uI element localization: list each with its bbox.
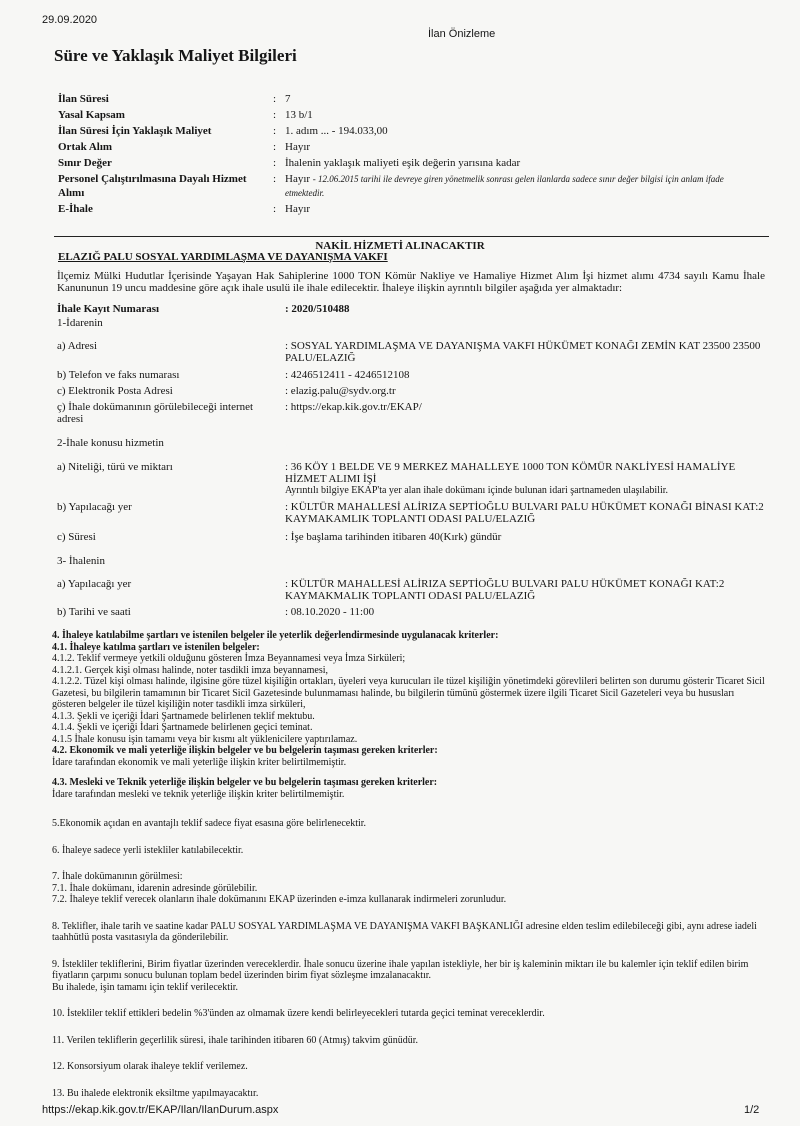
divider xyxy=(54,236,769,237)
summary-value: İhalenin yaklaşık maliyeti eşik değerin yarısına kadar xyxy=(285,157,521,169)
section-4-1-4: 4.1.4. Şekli ve içeriği İdari Şartnamede belirlenen geçici teminat. xyxy=(52,722,313,733)
footer-page: 1/2 xyxy=(744,1104,760,1116)
summary-value: 1. adım ... - 194.033,00 xyxy=(285,125,388,137)
summary-label: Yasal Kapsam xyxy=(58,109,125,121)
print-date: 29.09.2020 xyxy=(42,14,98,26)
notice-title: NAKİL HİZMETİ ALINACAKTIR xyxy=(315,240,485,252)
summary-value: 7 xyxy=(285,93,291,105)
summary-label: Ortak Alım xyxy=(58,141,113,153)
section-12: 12. Konsorsiyum olarak ihaleye teklif verilemez. xyxy=(52,1061,248,1072)
section-4-3-text: İdare tarafından mesleki ve teknik yeterliğe ilişkin kriter belirtilmemiştir. xyxy=(52,788,345,800)
summary-label: İlan Süresi xyxy=(58,93,109,105)
summary-note: - 12.06.2015 tarihi ile devreye giren yönetmelik sonrası gelen ilanlarda sadece sınır değer bilgisi için anlam ifade etmektedir. xyxy=(285,174,724,198)
summary-row: İlan Süresi : 7 xyxy=(58,92,758,106)
summary-row: E-İhale : Hayır xyxy=(58,202,758,216)
section-4-1-5: 4.1.5 İhale konusu işin tamamı veya bir kısmı alt yüklenicilere yaptırılamaz. xyxy=(52,733,358,745)
section-4-2: 4.2. Ekonomik ve mali yeterliğe ilişkin belgeler ve bu belgelerin taşıması gereken kriterler: xyxy=(52,745,438,756)
section-8: 8. Teklifler, ihale tarih ve saatine kadar PALU SOSYAL YARDIMLAŞMA VE DAYANIŞMA VAKFI BAŞKANLIĞI adresine elden teslim edilebileceği gibi, aynı adrese iadeli taahhütlü posta vasıtasıyla da gönderilebilir. xyxy=(52,920,757,943)
section-11: 11. Verilen tekliflerin geçerlilik süresi, ihale tarihinden itibaren 60 (Atmış) takvim günüdür. xyxy=(52,1034,419,1046)
section-4-1-2-2: 4.1.2.2. Tüzel kişi olması halinde, ilgisine göre tüzel kişiliğin ortakları, üyeleri veya kurucuları ile tüzel kişiliğin yönetimdeki görevlileri belirten son durumu gösterir Ticaret Sicil Gazetesi, bu bilgilerin tamamının bir Ticaret Sicil Gazetesinde bulunmaması halinde, bu bilgilerin tümünü göstermek üzere ilgili Ticaret Sicil Gazeteleri veya bu hususları gösteren belgeler ile tüzel kişiliğin noter tasdikli imza sirküleri, xyxy=(52,676,765,710)
section-4-1-3: 4.1.3. Şekli ve içeriği İdari Şartnamede belirlenen teklif mektubu. xyxy=(52,710,315,722)
summary-row: Ortak Alım : Hayır xyxy=(58,140,758,154)
summary-row: Yasal Kapsam : 13 b/1 xyxy=(58,108,758,122)
section-4-3: 4.3. Mesleki ve Teknik yeterliğe ilişkin belgeler ve bu belgelerin taşıması gereken kriterler: xyxy=(52,777,438,788)
section-4-1-2-1: 4.1.2.1. Gerçek kişi olması halinde, noter tasdikli imza beyannamesi, xyxy=(52,664,329,676)
summary-label: Sınır Değer xyxy=(58,157,112,169)
summary-value: 13 b/1 xyxy=(285,109,313,121)
summary-table xyxy=(58,92,758,218)
section-7-2: 7.2. İhaleye teklif verecek olanların ihale dokümanını EKAP üzerinden e-imza kullanarak indirmeleri zorunludur. xyxy=(52,894,507,905)
section-9: 9. İstekliler tekliflerini, Birim fiyatlar üzerinden vereceklerdir. İhale sonucu üzerine ihale yapılan istekliyle, her bir iş kaleminin miktarı ile bu kalemler için teklif edilen birim fiyatların çarpımı sonucu bulunan toplam bedel üzerinden birim fiyat sözleşme imzalanacaktır. xyxy=(52,958,749,981)
summary-row: Sınır Değer : İhalenin yaklaşık maliyeti eşik değerin yarısına kadar xyxy=(58,156,758,170)
summary-value: Hayır xyxy=(285,203,311,215)
section-6: 6. İhaleye sadece yerli istekliler katılabilecektir. xyxy=(52,844,244,856)
section-7: 7. İhale dokümanının görülmesi: xyxy=(52,871,183,882)
section-7-1: 7.1. İhale dokümanı, idarenin adresinde görülebilir. xyxy=(52,882,258,894)
section-5: 5.Ekonomik açıdan en avantajlı teklif sadece fiyat esasına göre belirlenecektir. xyxy=(52,818,367,829)
section-4-2-text: İdare tarafından ekonomik ve mali yeterliğe ilişkin kriter belirtilmemiştir. xyxy=(52,756,347,768)
notice-org: ELAZIĞ PALU SOSYAL YARDIMLAŞMA VE DAYANIŞMA VAKFI xyxy=(58,251,388,263)
section-4-1: 4.1. İhaleye katılma şartları ve istenilen belgeler: xyxy=(52,641,260,653)
summary-value: Hayır xyxy=(285,141,311,153)
page-title: Süre ve Yaklaşık Maliyet Bilgileri xyxy=(54,46,297,65)
summary-label: İlan Süresi İçin Yaklaşık Maliyet xyxy=(58,125,212,137)
footer-url: https://ekap.kik.gov.tr/EKAP/Ilan/IlanDurum.aspx xyxy=(42,1104,279,1116)
notice-sections xyxy=(52,630,770,1099)
summary-label: Personel Çalıştırılmasına Dayalı Hizmet Alımı xyxy=(58,173,247,199)
section-10: 10. İstekliler teklif ettikleri bedelin %3'ünden az olmamak üzere kendi belirleyecekleri tutarda geçici teminat vereceklerdir. xyxy=(52,1008,545,1019)
section-13: 13. Bu ihalede elektronik eksiltme yapılmayacaktır. xyxy=(52,1087,259,1099)
section-4-1-2: 4.1.2. Teklif vermeye yetkili olduğunu gösteren İmza Beyannamesi veya İmza Sirküleri; xyxy=(52,653,406,664)
section-4: 4. İhaleye katılabilme şartları ve istenilen belgeler ile yeterlik değerlendirmesinde uygulanacak kriterler: xyxy=(52,630,499,641)
notice-intro: İlçemiz Mülki Hudutlar İçerisinde Yaşayan Hak Sahiplerine 1000 TON Kömür Nakliye ve Hamaliye Hizmet Alım İşi hizmet alımı 4734 sayılı Kamu İhale Kanununun 19 uncu maddesine göre açık ihale usulü ile ihale edilecektir. İhaleye ilişkin ayrıntılı bilgiler aşağıda yer almaktadır: xyxy=(57,270,765,294)
section-9-b: Bu ihalede, işin tamamı için teklif verilecektir. xyxy=(52,981,239,993)
print-title: İlan Önizleme xyxy=(428,28,496,40)
summary-row: Personel Çalıştırılmasına Dayalı Hizmet Alımı : Hayır - 12.06.2015 tarihi ile devreye giren yönetmelik sonrası gelen ilanlarda sadece sınır değer bilgisi için anlam ifade etmektedir. xyxy=(58,172,758,200)
summary-row: İlan Süresi İçin Yaklaşık Maliyet : 1. adım ... - 194.033,00 xyxy=(58,124,758,138)
summary-value: Hayır - 12.06.2015 tarihi ile devreye giren yönetmelik sonrası gelen ilanlarda sadece sınır değer bilgisi için anlam ifade etmektedir. xyxy=(285,173,724,198)
summary-label: E-İhale xyxy=(58,203,93,215)
